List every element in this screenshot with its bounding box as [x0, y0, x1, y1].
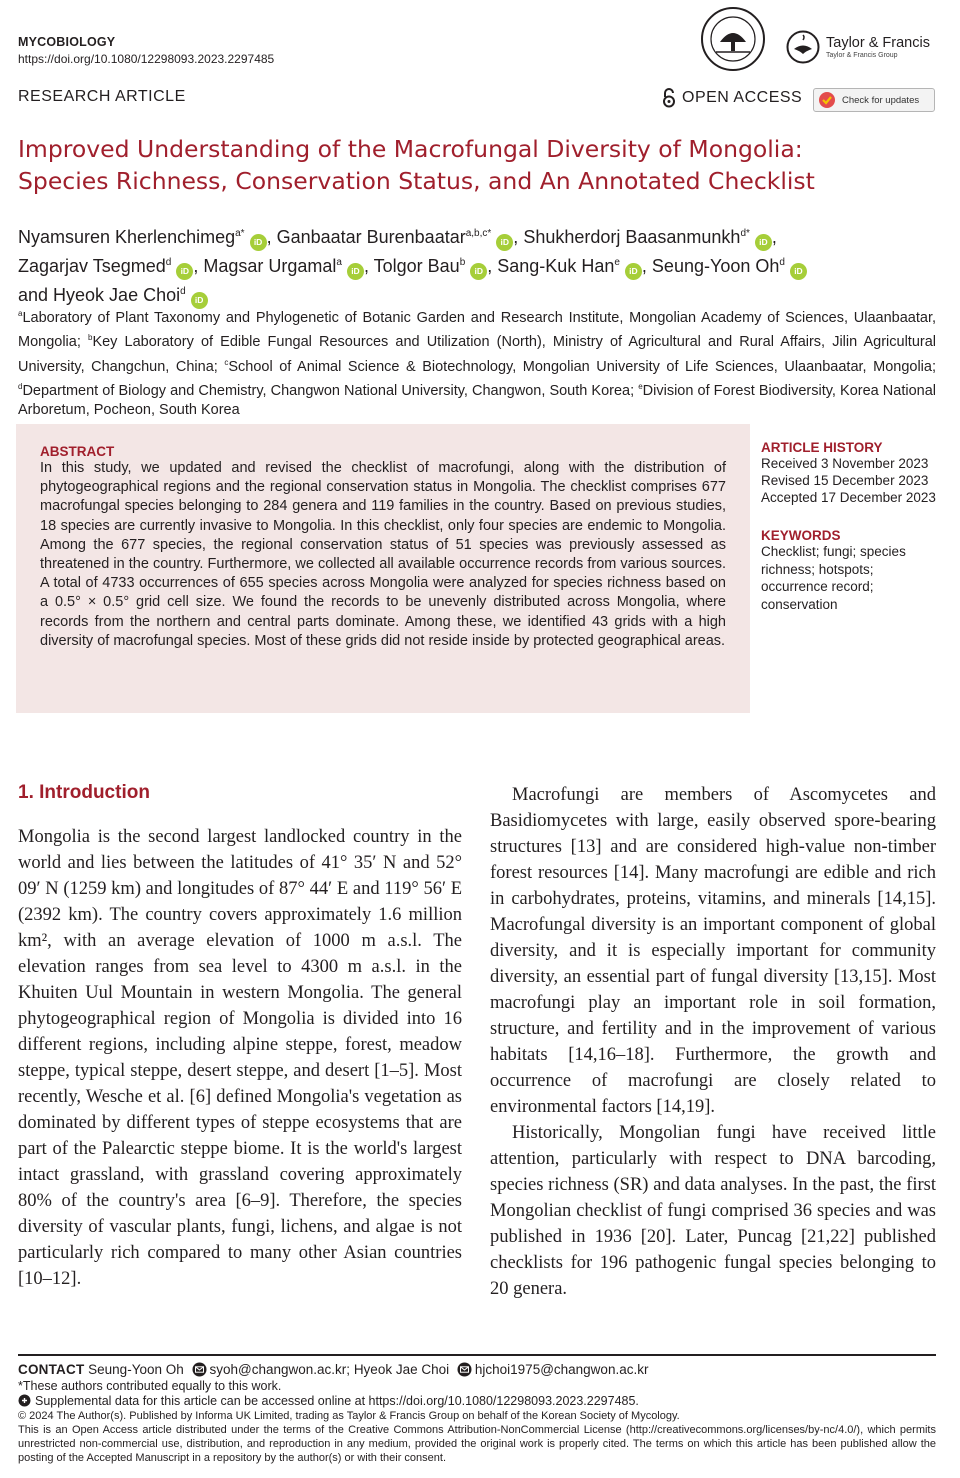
author-affil: d* — [740, 228, 750, 239]
history-accepted: Accepted 17 December 2023 — [761, 490, 936, 505]
body-column-right — [490, 782, 936, 1302]
license-text: This is an Open Access article distributed under the terms of the Creative Commons Attribution-NonCommercial License (http://creativecommons.org/licenses/by-nc/4.0/), which permits unrestricted non-commercial use, distribution, and reproduction in any medium, provided the original work is properly cited. The terms on which this article has been published allow the posting of the Accepted Manuscript in a repository by the author(s) or with their consent. — [18, 1424, 936, 1464]
supplemental-icon — [18, 1394, 31, 1407]
orcid-icon[interactable]: iD — [755, 234, 772, 251]
article-title — [18, 133, 918, 197]
journal-header — [18, 35, 274, 66]
abstract-box — [16, 424, 750, 713]
author-sep: , — [641, 256, 652, 276]
publisher-name: Taylor & Francis — [826, 35, 930, 51]
author-affil: e — [614, 257, 620, 268]
abstract-label: ABSTRACT — [40, 444, 115, 459]
keywords-label: KEYWORDS — [761, 528, 841, 543]
orcid-icon[interactable]: iD — [496, 234, 513, 251]
author — [374, 256, 498, 276]
introduction-heading: 1. Introduction — [18, 782, 150, 803]
affiliation: School of Animal Science & Biotechnology, Mongolian University of Life Sciences, Ulaanbaatar, Mongolia; — [228, 358, 936, 375]
crossmark-icon — [818, 91, 836, 109]
author-line — [18, 222, 938, 251]
paragraph: Macrofungi are members of Ascomycetes and Basidiomycetes with large, easily observed spore-bearing structures [13] and are considered high-value non-timber forest resources [14]. Many macrofungi are edible and rich in carbohydrates, proteins, vitamins, and minerals [14,15]. Macrofungal diversity is an important component of global diversity, and it is especially important for community diversity, an essential part of fungal diversity [13,15]. Most macrofungi play an important role in soil formation, structure, and fertility and in the improvement of various habitats [14,16–18]. Furthermore, the growth and occurrence of macrofungi are closely related to environmental factors [14,19]. — [490, 785, 936, 1117]
copyright-line: © 2024 The Author(s). Published by Informa UK Limited, trading as Taylor & Francis Group on behalf of the Korean Society of Mycology. — [18, 1410, 680, 1422]
author-list — [18, 222, 938, 309]
author-sep: , — [193, 256, 204, 276]
paragraph: Mongolia is the second largest landlocked country in the world and lies between the latitudes of 41° 35′ N and 52° 09′ N (1259 km) and longitudes of 87° 44′ E and 119° 56′ E (2392 km). The country covers approximately 1.6 million km², with an average elevation of 1000 m a.s.l. The elevation ranges from sea level to 4300 m a.s.l. in the Khuiten Uul Mountain in western Mongolia. The general phytogeographical region of Mongolia is divided into 16 different regions, including alpine steppe, forest, meadow steppe, typical steppe, desert steppe, and desert [1–5]. Most recently, Wesche et al. [6] defined Mongolia's vegetation as dominated by different types of steppe ecosystems that are part of the Palearctic steppe biome. It is the world's largest intact grassland, with grassland covering approximately 80% of the country's area [6–9]. Therefore, the species diversity of vascular plants, fungi, lichens, and algae is not particularly rich compared to many other Asian countries [10–12]. — [18, 827, 462, 1289]
author-sep: , — [513, 227, 524, 247]
author-line — [18, 251, 938, 280]
open-lock-icon — [662, 88, 676, 108]
affiliation: Division of Forest Biodiversity, Korea National Arboretum, Pocheon, South Korea — [18, 382, 936, 419]
affil-marker: a — [18, 309, 23, 318]
affiliation: Key Laboratory of Edible Fungal Resources and Utilization (North), Ministry of Agricultural and Rural Affairs, Jilin Agricultural University, Changchun, China; — [18, 334, 936, 375]
author-name: Ganbaatar Burenbaatar — [276, 227, 466, 247]
author — [18, 256, 203, 276]
equal-contribution-note: *These authors contributed equally to this work. — [18, 1379, 282, 1393]
orcid-icon[interactable]: iD — [176, 263, 193, 280]
author — [18, 227, 277, 247]
author — [497, 256, 652, 276]
publisher-group: Taylor & Francis Group — [826, 52, 898, 59]
introduction-text-right — [490, 782, 936, 1302]
page-footer — [18, 1354, 936, 1465]
author-name: Tolgor Bau — [373, 256, 460, 276]
author-name: Nyamsuren Kherlenchimeg — [18, 227, 236, 247]
contact-label: CONTACT — [18, 1362, 85, 1377]
author-sep: , — [363, 256, 374, 276]
author-affil: a* — [235, 228, 245, 239]
contact-line: CONTACT Seung-Yoon Oh syoh@changwon.ac.kr; Hyeok Jae Choi hjchoi1975@changwon.ac.kr — [18, 1362, 649, 1377]
affiliations — [18, 304, 936, 421]
keywords-text: Checklist; fungi; species richness; hotspots; occurrence record; conservation — [761, 544, 906, 612]
author-affil: d — [165, 257, 172, 268]
email-icon — [192, 1362, 207, 1377]
history-received: Received 3 November 2023 — [761, 456, 929, 471]
affil-marker: d — [18, 381, 23, 391]
open-access-badge — [662, 88, 802, 108]
history-revised: Revised 15 December 2023 — [761, 473, 929, 488]
abstract-text: In this study, we updated and revised the checklist of macrofungi, along with the distribution of phytogeographical regions and the regional conservation status in Mongolia. The checklist comprises 677 macrofungal species belonging to 284 genera and 119 families in the country. Based on previous studies, 18 species are currently invasive to Mongolia. In this checklist, only four species are endemic to Mongolia. Among the 677 species, the regional conservation status of 51 species was previously assessed as threatened in the country. Furthermore, we collected all available occurrence records from various sources. A total of 4733 occurrences of 655 species across Mongolia were analyzed for species richness based on a 0.5° × 0.5° grid cell size. We found the records to be unevenly distributed across Mongolia, where records from the northern and central parts dominate. Among these, we identified 43 grids with a high diversity of macrofungal species. Most of these grids did not reside inside by protected geographical areas. — [40, 460, 726, 649]
open-access-label: OPEN ACCESS — [682, 89, 803, 106]
article-type-label: RESEARCH ARTICLE — [18, 88, 186, 105]
author-affil: b — [459, 257, 466, 268]
author-sep: , — [771, 227, 777, 247]
orcid-icon[interactable]: iD — [470, 263, 487, 280]
affil-marker: b — [87, 333, 93, 343]
introduction-text-left — [18, 824, 462, 1292]
orcid-icon[interactable]: iD — [625, 263, 642, 280]
author-affil: d — [779, 257, 785, 268]
affil-marker: c — [224, 357, 229, 367]
contact-name: Hyeok Jae Choi — [353, 1362, 450, 1377]
author-affil: d — [180, 286, 186, 297]
author — [523, 227, 777, 247]
author-name: and Hyeok Jae Choi — [18, 285, 181, 305]
article-history-label: ARTICLE HISTORY — [761, 440, 883, 455]
affil-marker: e — [638, 381, 643, 391]
article-sidebar — [761, 440, 936, 613]
taylor-francis-lamp-icon — [786, 30, 820, 64]
title-line: Species Richness, Conservation Status, and An Annotated Checklist — [18, 167, 815, 195]
author-affil: a,b,c* — [465, 228, 492, 239]
check-for-updates-label: Check for updates — [842, 94, 920, 106]
orcid-icon[interactable]: iD — [347, 263, 364, 280]
email-icon — [457, 1362, 472, 1377]
author-affil: a — [336, 257, 342, 268]
orcid-icon[interactable]: iD — [790, 263, 807, 280]
author-name: Seung-Yoon Oh — [651, 256, 780, 276]
paragraph: Historically, Mongolian fungi have received little attention, particularly with respect to DNA barcoding, species richness (SR) and data analyses. In the past, the first Mongolian checklist of fungi comprised 36 species and was published in 1936 [20]. Later, Puncag [21,22] published checklists for 196 pathogenic fungal species belonging to 20 genera. — [490, 1123, 936, 1299]
publisher-logo[interactable] — [786, 30, 930, 64]
author-name: Shukherdorj Baasanmunkh — [523, 227, 741, 247]
supplemental-text: Supplemental data for this article can be accessed online at https://doi.org/10.1080/12298093.2023.2297485. — [35, 1394, 639, 1408]
orcid-icon[interactable]: iD — [191, 292, 208, 309]
korean-society-of-mycology-seal-icon — [700, 6, 766, 72]
journal-name: MYCOBIOLOGY — [18, 35, 116, 49]
title-line: Improved Understanding of the Macrofungal Diversity of Mongolia: — [18, 135, 803, 163]
author-name: Magsar Urgamal — [203, 256, 337, 276]
author-sep: , — [487, 256, 498, 276]
author — [203, 256, 373, 276]
check-for-updates-button[interactable] — [813, 88, 935, 112]
supplemental-note — [18, 1394, 936, 1409]
body-column-left — [18, 782, 462, 1292]
author-name: Zagarjav Tsegmed — [18, 256, 166, 276]
affiliation: Laboratory of Plant Taxonomy and Phylogenetic of Botanic Garden and Research Institute, Mongolian Academy of Sciences, Ulaanbaatar, Mongolia; — [18, 309, 936, 351]
author — [277, 227, 524, 247]
author-name: Sang-Kuk Han — [497, 256, 615, 276]
author-sep: , — [266, 227, 277, 247]
author — [652, 256, 807, 276]
affiliation: Department of Biology and Chemistry, Changwon National University, Changwon, South Korea; — [22, 382, 639, 399]
author — [18, 285, 208, 305]
contact-email[interactable]: hjchoi1975@changwon.ac.kr — [474, 1362, 649, 1377]
contact-email[interactable]: syoh@changwon.ac.kr — [209, 1362, 347, 1377]
doi-link[interactable]: https://doi.org/10.1080/12298093.2023.2297485 — [18, 52, 275, 66]
contact-name: Seung-Yoon Oh — [88, 1362, 184, 1377]
orcid-icon[interactable]: iD — [250, 234, 267, 251]
